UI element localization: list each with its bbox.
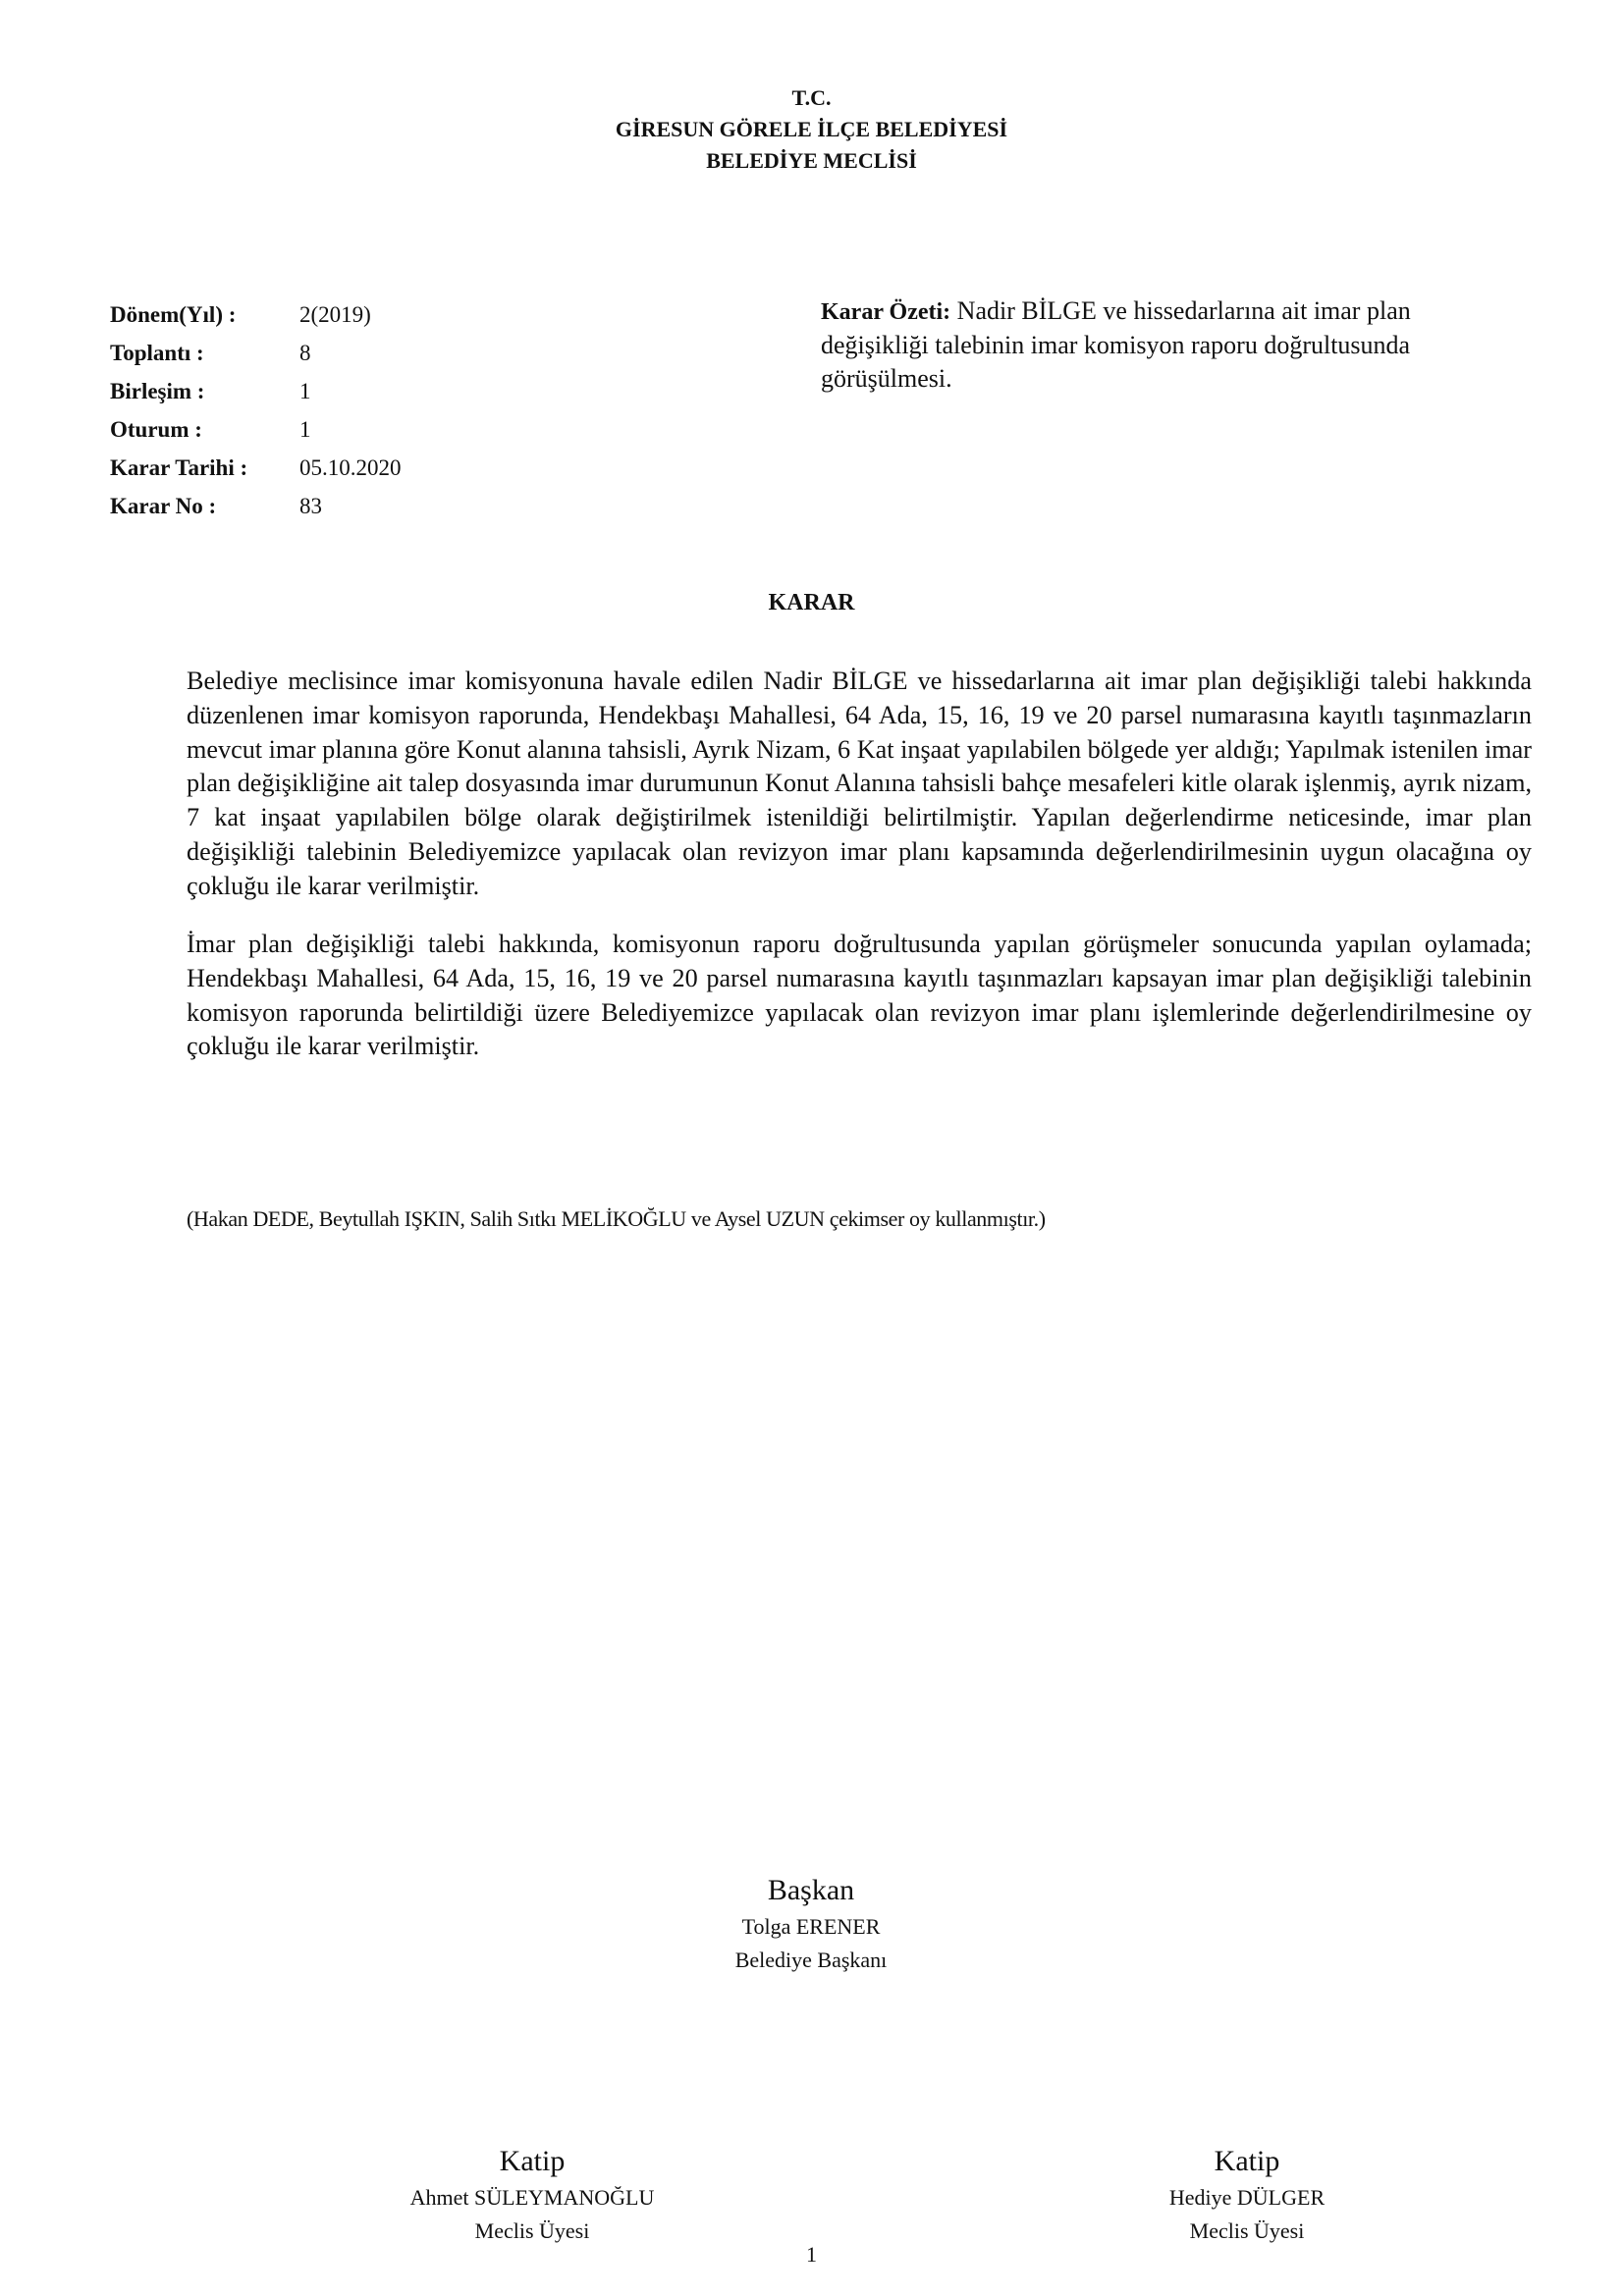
meta-value: 1 xyxy=(299,417,311,442)
abstention-note: (Hakan DEDE, Beytullah IŞKIN, Salih Sıtkı MELİKOĞLU ve Aysel UZUN çekimser oy kullanmıştır.) xyxy=(187,1206,1046,1231)
meta-value: 83 xyxy=(299,494,322,518)
decision-paragraph-2: İmar plan değişikliği talebi hakkında, komisyonun raporu doğrultusunda yapılan görüşmeler sonucunda yapılan oylamada; Hendekbaşı Mahallesi, 64 Ada, 15, 16, 19 ve 20 parsel numarasına kayıtlı taşınmazları kapsayan imar plan değişikliği talebinin komisyon raporunda belirtildiği üzere Belediyemizce yapılacak olan revizyon imar planı işlemlerinde değerlendirilmesine oy çokluğu ile karar verilmiştir. xyxy=(187,930,1532,1061)
meta-row-toplanti xyxy=(110,334,311,372)
meta-row-birlesim xyxy=(110,372,311,410)
meta-row-karar-tarihi xyxy=(110,449,402,487)
meta-label: Dönem(Yıl) : xyxy=(110,302,237,327)
decision-summary xyxy=(821,294,1469,396)
signature-clerk-left xyxy=(336,2142,729,2248)
meta-value: 8 xyxy=(299,341,311,365)
header-council: BELEDİYE MECLİSİ xyxy=(706,148,917,173)
decision-title: KARAR xyxy=(768,590,855,615)
summary-text: Nadir BİLGE ve hissedarlarına ait imar plan değişikliği talebinin imar komisyon raporu doğrultusunda görüşülmesi. xyxy=(821,296,1411,393)
signature-name: Ahmet SÜLEYMANOĞLU xyxy=(409,2185,655,2210)
signature-chair xyxy=(615,1871,1007,1977)
meta-value: 2(2019) xyxy=(299,302,371,327)
signature-role: Meclis Üyesi xyxy=(474,2218,590,2243)
meta-label: Karar No : xyxy=(110,494,217,518)
meta-label: Birleşim : xyxy=(110,379,205,403)
meta-value: 1 xyxy=(299,379,311,403)
meta-row-donem xyxy=(110,295,371,334)
meta-value: 05.10.2020 xyxy=(299,455,402,480)
header-tc: T.C. xyxy=(791,85,832,110)
meta-label: Toplantı : xyxy=(110,341,204,365)
meta-row-oturum xyxy=(110,410,311,449)
header-municipality: GİRESUN GÖRELE İLÇE BELEDİYESİ xyxy=(615,117,1008,141)
meta-label: Karar Tarihi : xyxy=(110,455,248,480)
meta-label: Oturum : xyxy=(110,417,202,442)
decision-paragraph-1: Belediye meclisince imar komisyonuna havale edilen Nadir BİLGE ve hissedarlarına ait imar plan değişikliği talebi hakkında düzenlenen imar komisyon raporunda, Hendekbaşı Mahallesi, 64 Ada, 15, 16, 19 ve 20 parsel numarasına kayıtlı taşınmazların mevcut imar planına göre Konut alanına tahsisli, Ayrık Nizam, 6 Kat inşaat yapılabilen bölgede yer aldığı; Yapılmak istenilen imar plan değişikliğine ait talep dosyasında imar durumunun Konut Alanına tahsisli bahçe mesafeleri kitle olarak işlenmiş, ayrık nizam, 7 kat inşaat yapılabilen bölge olarak değiştirilmek istenildiği belirtilmiştir. Yapılan değerlendirme neticesinde, imar plan değişikliği talebinin Belediyemizce yapılacak olan revizyon imar planı kapsamında değerlendirilmesinin uygun olacağına oy çokluğu ile karar verilmiştir. xyxy=(187,667,1532,900)
meta-row-karar-no xyxy=(110,487,322,525)
signature-title: Katip xyxy=(1214,2145,1280,2177)
signature-name: Hediye DÜLGER xyxy=(1168,2185,1325,2210)
signature-role: Belediye Başkanı xyxy=(734,1948,888,1972)
signature-title: Katip xyxy=(499,2145,566,2177)
signature-clerk-right xyxy=(1051,2142,1443,2248)
signature-name: Tolga ERENER xyxy=(741,1914,881,1939)
page-number: 1 xyxy=(806,2242,817,2267)
summary-label: Karar Özeti: xyxy=(821,299,951,325)
signature-role: Meclis Üyesi xyxy=(1189,2218,1305,2243)
signature-title: Başkan xyxy=(767,1874,855,1906)
